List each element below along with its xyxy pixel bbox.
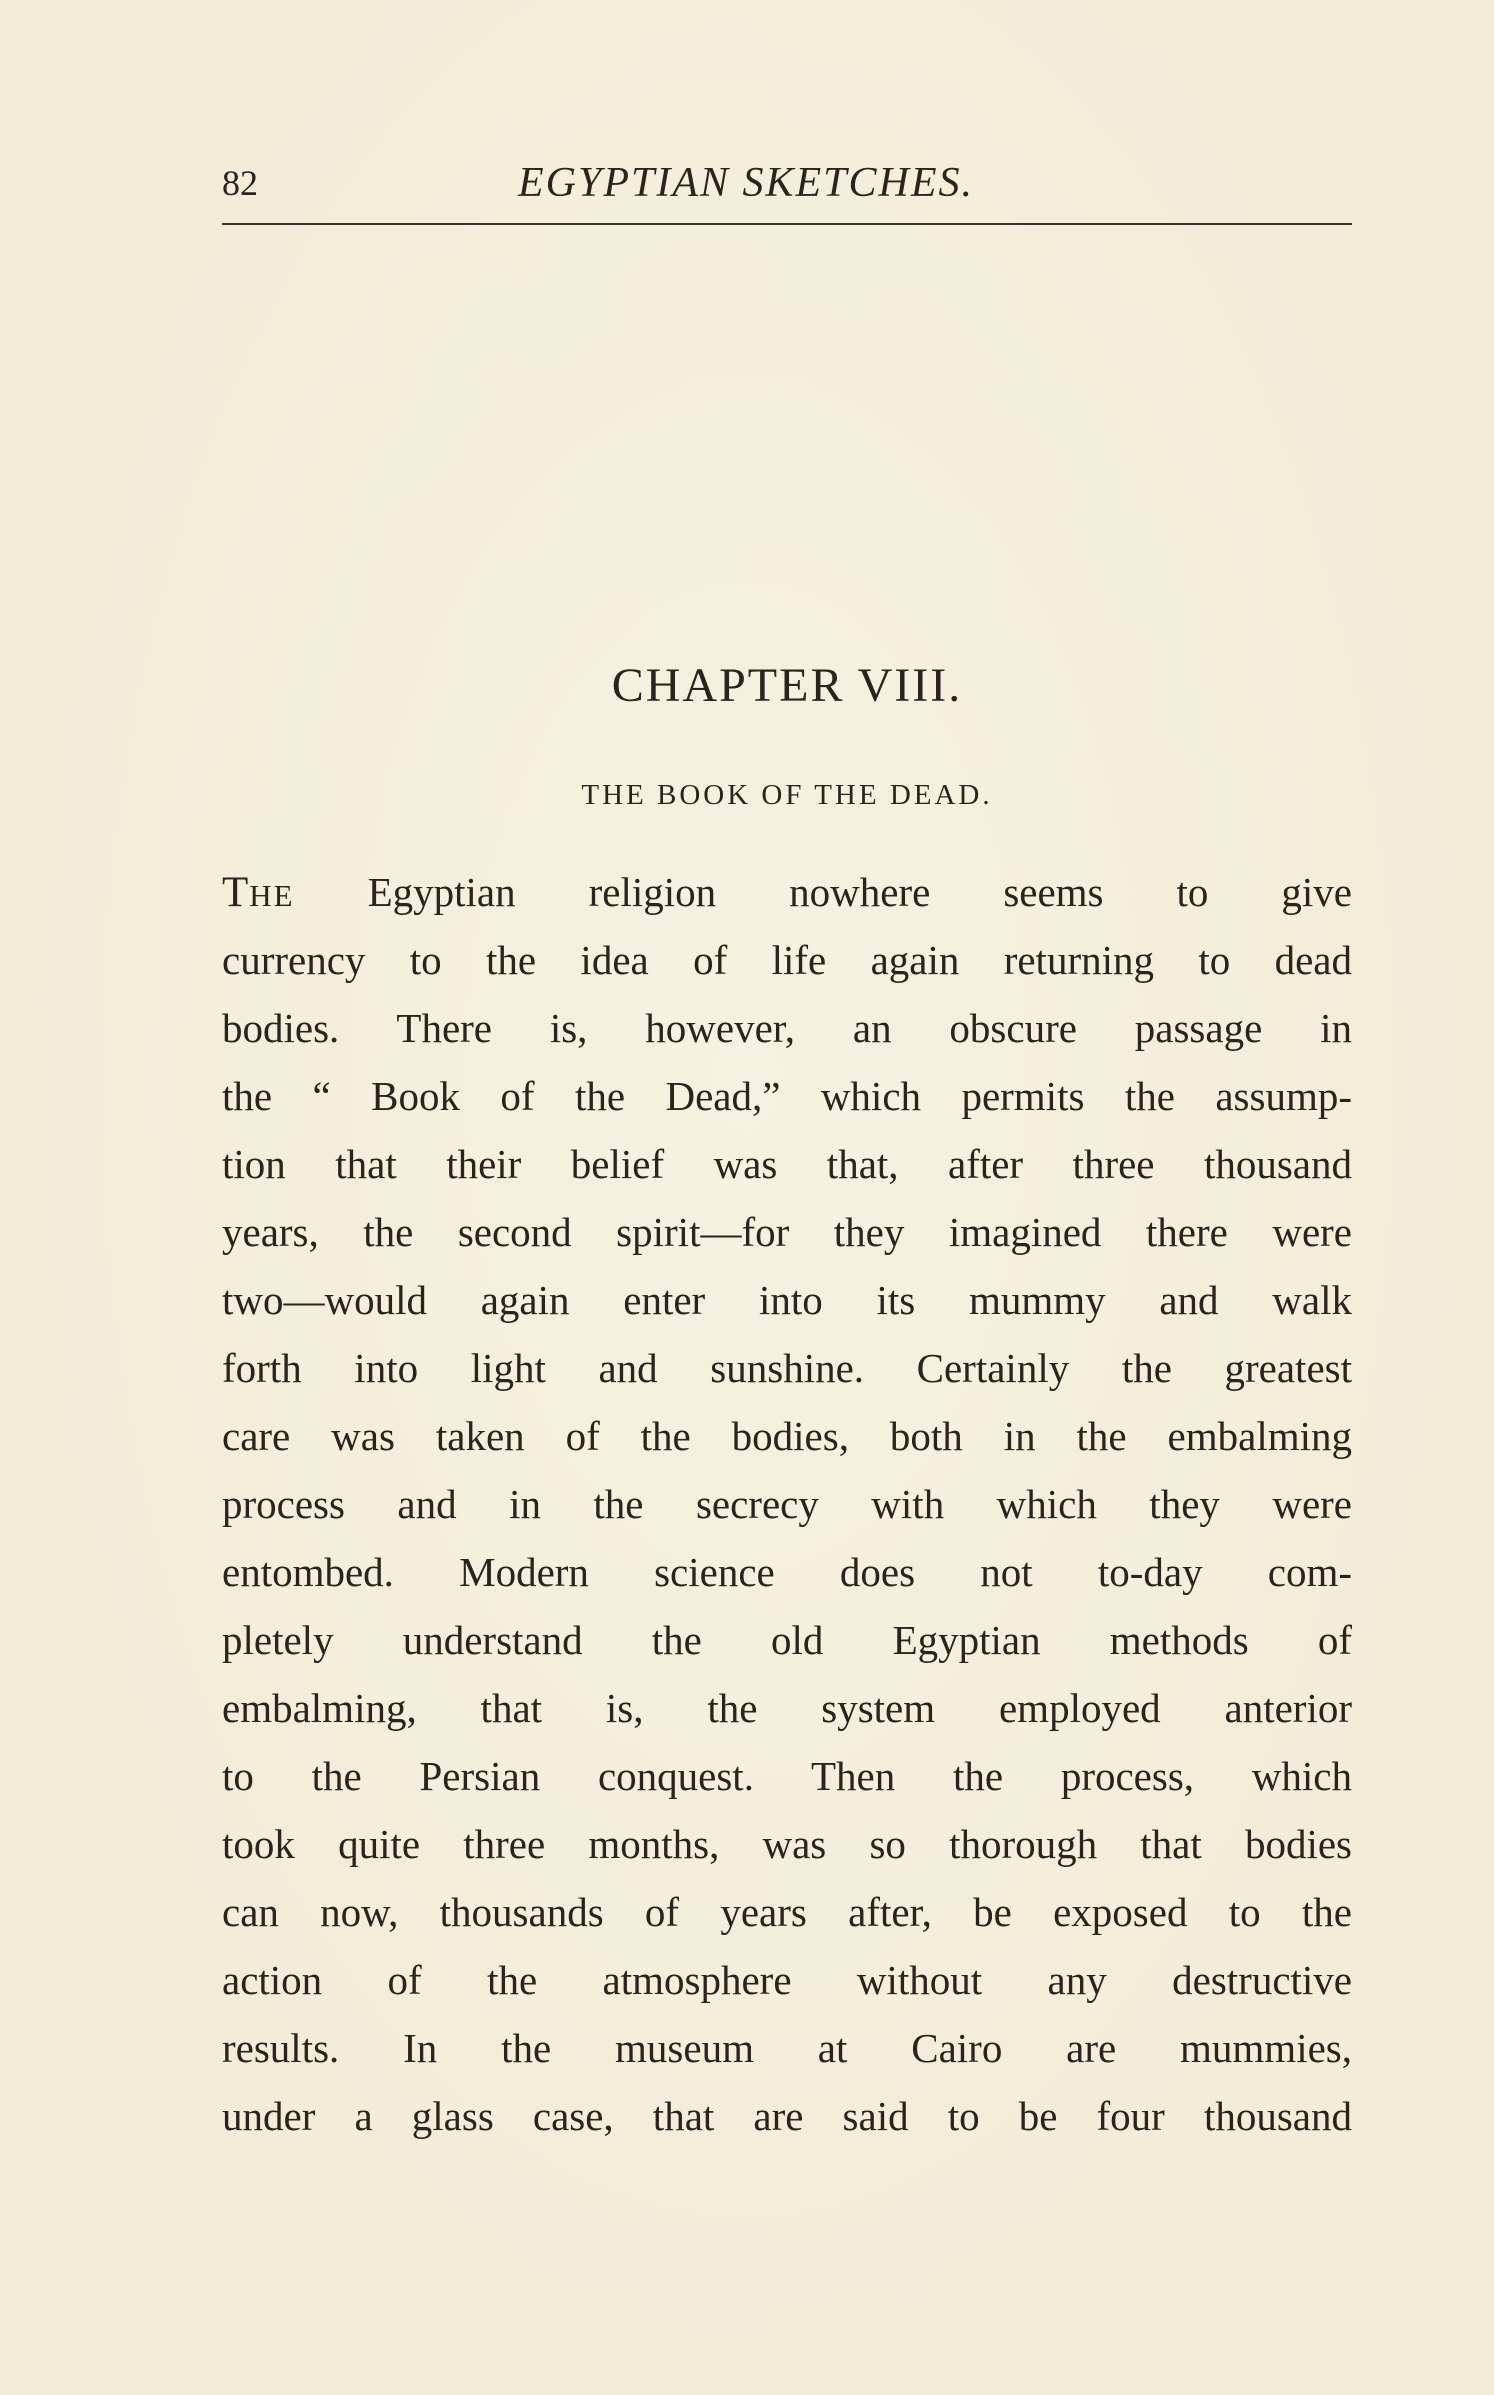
text-line: to the Persian conquest. Then the process, which bbox=[222, 1753, 1352, 1799]
page-number: 82 bbox=[222, 163, 258, 203]
opening-small-caps: HE bbox=[249, 878, 295, 913]
text-line: the “ Book of the Dead,” which permits the assump- bbox=[222, 1073, 1352, 1119]
running-title: EGYPTIAN SKETCHES. bbox=[518, 160, 975, 206]
opening-word bbox=[222, 869, 295, 915]
opening-capital: T bbox=[222, 869, 250, 916]
text-line: bodies. There is, however, an obscure passage in bbox=[222, 1005, 1352, 1051]
running-head bbox=[222, 158, 1352, 208]
text-line: care was taken of the bodies, both in the embalming bbox=[222, 1413, 1352, 1459]
text-line: pletely understand the old Egyptian methods of bbox=[222, 1617, 1352, 1663]
chapter-title: CHAPTER VIII. bbox=[611, 659, 963, 712]
text-line: under a glass case, that are said to be four thousand bbox=[222, 2093, 1352, 2139]
text-line: results. In the museum at Cairo are mummies, bbox=[222, 2025, 1352, 2071]
text-line: can now, thousands of years after, be exposed to the bbox=[222, 1889, 1352, 1935]
text-line: two—would again enter into its mummy and walk bbox=[222, 1277, 1352, 1323]
text-line-1 bbox=[222, 862, 1352, 930]
text-line: years, the second spirit—for they imagined there were bbox=[222, 1209, 1352, 1255]
text-line: process and in the secrecy with which they were bbox=[222, 1481, 1352, 1527]
text-line: action of the atmosphere without any destructive bbox=[222, 1957, 1352, 2003]
header-rule bbox=[222, 223, 1352, 225]
chapter-subtitle: THE BOOK OF THE DEAD. bbox=[581, 779, 993, 811]
text-line: entombed. Modern science does not to-day com- bbox=[222, 1549, 1352, 1595]
text-line: forth into light and sunshine. Certainly the greatest bbox=[222, 1345, 1352, 1391]
line-1-text: Egyptian religion nowhere seems to give bbox=[367, 869, 1352, 915]
text-line: took quite three months, was so thorough that bodies bbox=[222, 1821, 1352, 1867]
body-text bbox=[222, 862, 1352, 2154]
text-line: tion that their belief was that, after three thousand bbox=[222, 1141, 1352, 1187]
text-line: embalming, that is, the system employed anterior bbox=[222, 1685, 1352, 1731]
text-line: currency to the idea of life again returning to dead bbox=[222, 937, 1352, 983]
